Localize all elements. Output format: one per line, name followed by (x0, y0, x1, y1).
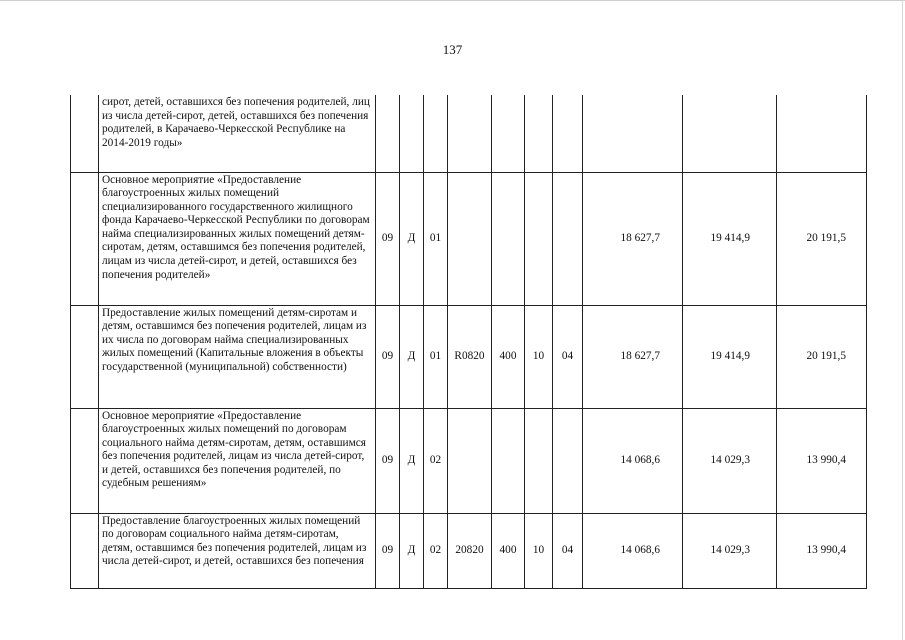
page-top-edge (0, 0, 905, 1)
row-index-cell (71, 305, 99, 408)
code-cell: Д (400, 513, 424, 588)
code-cell: 400 (492, 305, 525, 408)
code-cell (553, 95, 583, 172)
code-cell (525, 172, 553, 305)
row-index-cell (71, 95, 99, 172)
code-cell (448, 95, 492, 172)
budget-table (70, 95, 867, 589)
code-cell: 01 (424, 305, 448, 408)
description-cell: Основное мероприятие «Предоставление благоустроенных жилых помещений по договорам социального найма детям-сиротам, детям, оставшимся без попечения родителей, лицам из числа детей-сирот, и детей, оставшихся без попечения родителей, по судебным решениям» (99, 408, 376, 513)
code-cell (492, 95, 525, 172)
code-cell (492, 172, 525, 305)
code-cell (424, 95, 448, 172)
code-cell: Д (400, 172, 424, 305)
table-row (71, 172, 867, 305)
code-cell (400, 95, 424, 172)
table-row (71, 305, 867, 408)
code-cell (376, 95, 400, 172)
amount-cell (777, 95, 867, 172)
amount-cell: 19 414,9 (683, 172, 777, 305)
table-row (71, 408, 867, 513)
amount-cell (683, 95, 777, 172)
amount-cell: 13 990,4 (777, 408, 867, 513)
code-cell (525, 408, 553, 513)
description-cell: сирот, детей, оставшихся без попечения родителей, лиц из числа детей-сирот, детей, оставшихся без попечения родителей, в Карачаево-Черкесской Республике на 2014-2019 годы» (99, 95, 376, 172)
amount-cell: 18 627,7 (583, 172, 683, 305)
page-right-edge (902, 0, 903, 640)
code-cell: 01 (424, 172, 448, 305)
code-cell (553, 172, 583, 305)
amount-cell: 19 414,9 (683, 305, 777, 408)
amount-cell: 14 068,6 (583, 408, 683, 513)
code-cell: R0820 (448, 305, 492, 408)
table-row (71, 95, 867, 172)
code-cell: 04 (553, 305, 583, 408)
amount-cell: 14 029,3 (683, 408, 777, 513)
code-cell: 02 (424, 513, 448, 588)
row-index-cell (71, 408, 99, 513)
code-cell: 09 (376, 305, 400, 408)
code-cell: 09 (376, 513, 400, 588)
code-cell (553, 408, 583, 513)
code-cell: Д (400, 305, 424, 408)
row-index-cell (71, 172, 99, 305)
amount-cell: 13 990,4 (777, 513, 867, 588)
code-cell (525, 95, 553, 172)
description-cell: Предоставление благоустроенных жилых помещений по договорам социального найма детям-сиротам, детям, оставшимся без попечения родителей, лицам из числа детей-сирот, и детей, оставшихся без попечения (99, 513, 376, 588)
code-cell: 400 (492, 513, 525, 588)
amount-cell: 18 627,7 (583, 305, 683, 408)
row-index-cell (71, 513, 99, 588)
code-cell: Д (400, 408, 424, 513)
description-cell: Предоставление жилых помещений детям-сиротам и детям, оставшимся без попечения родителей, лицам из их числа по договорам найма специализированных жилых помещений (Капитальные вложения в объекты государственной (муниципальной) собственности) (99, 305, 376, 408)
amount-cell: 14 029,3 (683, 513, 777, 588)
code-cell: 09 (376, 408, 400, 513)
code-cell (492, 408, 525, 513)
description-cell: Основное мероприятие «Предоставление благоустроенных жилых помещений специализированного государственного жилищного фонда Карачаево-Черкесской Республики по договорам найма специализированных жилых помещений детям-сиротам, детям, оставшимся без попечения родителей, лицам из числа детей-сирот, и детей, оставшихся без попечения родителей» (99, 172, 376, 305)
code-cell (448, 408, 492, 513)
code-cell (448, 172, 492, 305)
amount-cell: 20 191,5 (777, 172, 867, 305)
code-cell: 02 (424, 408, 448, 513)
amount-cell: 20 191,5 (777, 305, 867, 408)
code-cell: 10 (525, 305, 553, 408)
code-cell: 10 (525, 513, 553, 588)
page-number: 137 (442, 42, 463, 57)
amount-cell: 14 068,6 (583, 513, 683, 588)
code-cell: 20820 (448, 513, 492, 588)
code-cell: 09 (376, 172, 400, 305)
amount-cell (583, 95, 683, 172)
code-cell: 04 (553, 513, 583, 588)
table-row (71, 513, 867, 588)
